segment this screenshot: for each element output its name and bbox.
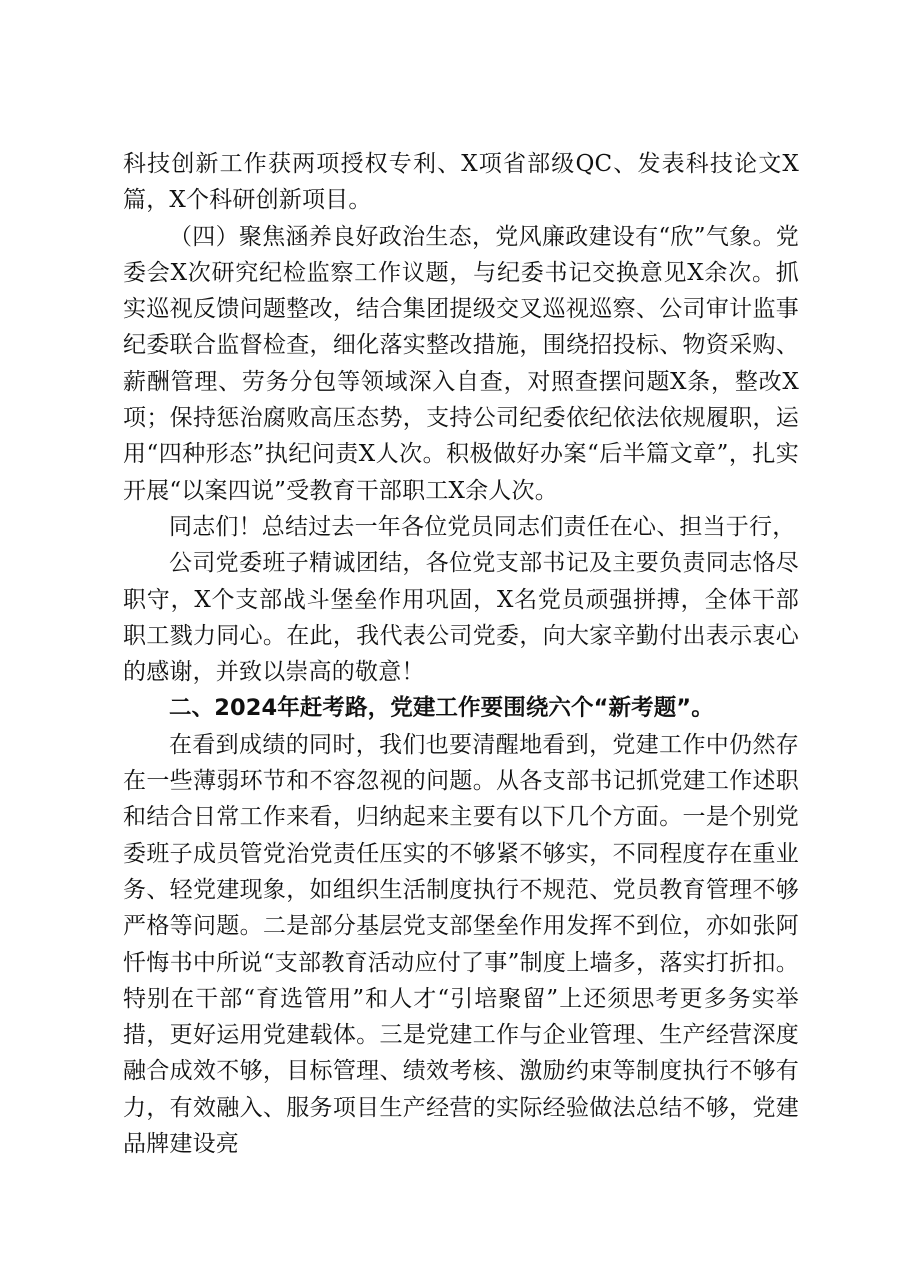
paragraph-section-four: （四）聚焦涵养良好政治生态，党风廉政建设有“欣”气象。党委会X次研究纪检监察工作议题，与纪委书记交换意见X余次。抓实巡视反馈问题整改，结合集团提级交叉巡视巡察、公司审计监事纪委联合监督检查，细化落实整改措施，围绕招投标、物资采购、薪酬管理、劳务分包等领域深入自查，对照查摆问题X条，整改X项；保持惩治腐败高压态势，支持公司纪委依纪依法依规履职，运用“四种形态”执纪问责X人次。积极做好办案“后半篇文章”，扎实开展“以案四说”受教育干部职工X余人次。 bbox=[123, 223, 799, 504]
section-heading-two: 二、2024年赶考路，党建工作要围绕六个“新考题”。 bbox=[169, 695, 714, 722]
paragraph-thanks: 公司党委班子精诚团结，各位党支部书记及主要负责同志恪尽职守，X个支部战斗堡垒作用巩固，X名党员顽强拼搏，全体干部职工戮力同心。在此，我代表公司党委，向大家辛勤付出表示衷心的感谢，并致以崇高的敬意！ bbox=[123, 550, 799, 686]
document-body bbox=[123, 146, 799, 1162]
paragraph-address: 同志们！总结过去一年各位党员同志们责任在心、担当于行， bbox=[169, 513, 796, 540]
paragraph-continuation: 科技创新工作获两项授权专利、X项省部级QC、发表科技论文X篇，X个科研创新项目。 bbox=[123, 151, 799, 214]
paragraph-problems: 在看到成绩的同时，我们也要清醒地看到，党建工作中仍然存在一些薄弱环节和不容忽视的问题。从各支部书记抓党建工作述职和结合日常工作来看，归纳起来主要有以下几个方面。一是个别党委班子成员管党治党责任压实的不够紧不够实，不同程度存在重业务、轻党建现象，如组织生活制度执行不规范、党员教育管理不够严格等问题。二是部分基层党支部堡垒作用发挥不到位，亦如张阿忏悔书中所说“支部教育活动应付了事”制度上墙多，落实打折扣。特别在干部“育选管用”和人才“引培聚留”上还须思考更多务实举措，更好运用党建载体。三是党建工作与企业管理、生产经营深度融合成效不够，目标管理、绩效考核、激励约束等制度执行不够有力，有效融入、服务项目生产经营的实际经验做法总结不够，党建品牌建设亮 bbox=[123, 731, 799, 1158]
